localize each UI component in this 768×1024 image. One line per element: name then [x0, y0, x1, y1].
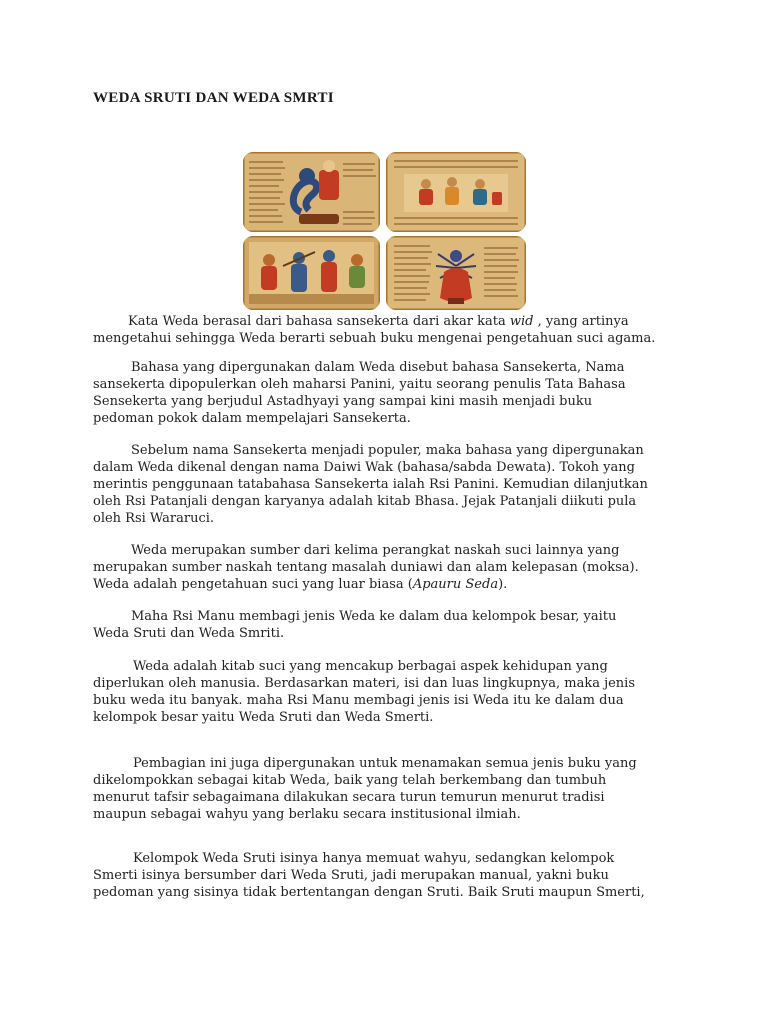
paragraph-line: sansekerta dipopulerkan oleh maharsi Panini, yaitu seorang penulis Tata Bahasa: [93, 377, 626, 392]
paragraph-line: merupakan sumber naskah tentang masalah duniawi dan alam kelepasan (moksa).: [93, 560, 639, 575]
text-run: , yang artinya: [533, 314, 629, 329]
paragraph-4: [93, 542, 683, 593]
paragraph-line: Sebelum nama Sansekerta menjadi populer, maka bahasa yang dipergunakan: [131, 443, 644, 458]
paragraph-line: oleh Rsi Wararuci.: [93, 511, 215, 526]
manuscript-panel-multi-armed-deity: [386, 236, 526, 310]
paragraph-line: pedoman yang sisinya tidak bertentangan dengan Sruti. Baik Sruti maupun Smerti,: [93, 885, 645, 900]
paragraph-line: dikelompokkan sebagai kitab Weda, baik yang telah berkembang dan tumbuh: [93, 773, 607, 788]
paragraph-line: Weda adalah kitab suci yang mencakup berbagai aspek kehidupan yang: [133, 659, 608, 674]
paragraph-line: Weda Sruti dan Weda Smriti.: [93, 626, 285, 641]
paragraph-line: dalam Weda dikenal dengan nama Daiwi Wak (bahasa/sabda Dewata). Tokoh yang: [93, 460, 635, 475]
paragraph-line: Maha Rsi Manu membagi jenis Weda ke dalam dua kelompok besar, yaitu: [131, 609, 617, 624]
text-run: ).: [498, 577, 508, 592]
manuscript-illustration: [243, 152, 526, 310]
paragraph-line: kelompok besar yaitu Weda Sruti dan Weda Smerti.: [93, 710, 434, 725]
paragraph-5: [93, 608, 683, 642]
paragraph-1: [93, 313, 683, 347]
paragraph-line: diperlukan oleh manusia. Berdasarkan materi, isi dan luas lingkupnya, maka jenis: [93, 676, 636, 691]
paragraph-line: merintis penggunaan tatabahasa Sansekerta ialah Rsi Panini. Kemudian dilanjutkan: [93, 477, 648, 492]
paragraph-line: mengetahui sehingga Weda berarti sebuah buku mengenai pengetahuan suci agama.: [93, 331, 656, 346]
text-run: Weda adalah pengetahuan suci yang luar biasa (: [93, 577, 413, 592]
italic-term: Apauru Seda: [412, 577, 499, 592]
manuscript-panel-battle-scene: [243, 236, 380, 310]
paragraph-2: [93, 359, 683, 427]
paragraph-line: Kelompok Weda Sruti isinya hanya memuat wahyu, sedangkan kelompok: [133, 851, 615, 866]
text-run: Kata Weda berasal dari bahasa sansekerta dari akar kata: [128, 314, 510, 329]
paragraph-3: [93, 442, 683, 527]
paragraph-line: pedoman pokok dalam mempelajari Sansekerta.: [93, 411, 411, 426]
paragraph-line: Smerti isinya bersumber dari Weda Sruti, jadi merupakan manual, yakni buku: [93, 868, 609, 883]
paragraph-line: menurut tafsir sebagaimana dilakukan secara turun temurun menurut tradisi: [93, 790, 605, 805]
paragraph-line: oleh Rsi Patanjali dengan karyanya adalah kitab Bhasa. Jejak Patanjali diikuti pula: [93, 494, 637, 509]
manuscript-panel-seated-figures: [386, 152, 526, 232]
paragraph-line: Pembagian ini juga dipergunakan untuk menamakan semua jenis buku yang: [133, 756, 637, 771]
paragraph-line: Bahasa yang dipergunakan dalam Weda disebut bahasa Sansekerta, Nama: [131, 360, 625, 375]
paragraph-7: [93, 755, 683, 823]
italic-term: wid: [509, 314, 534, 329]
paragraph-line: Sensekerta yang berjudul Astadhyayi yang sampai kini masih menjadi buku: [93, 394, 593, 409]
document-title: WEDA SRUTI DAN WEDA SMRTI: [93, 90, 334, 106]
paragraph-line: maupun sebagai wahyu yang berlaku secara institusional ilmiah.: [93, 807, 521, 822]
paragraph-line: [93, 313, 683, 330]
paragraph-line: [93, 576, 683, 593]
paragraph-8: [93, 850, 683, 901]
paragraph-line: Weda merupakan sumber dari kelima perangkat naskah suci lainnya yang: [131, 543, 620, 558]
paragraph-6: [93, 658, 683, 726]
paragraph-line: buku weda itu banyak. maha Rsi Manu membagi jenis isi Weda itu ke dalam dua: [93, 693, 624, 708]
manuscript-panel-serpent-deity: [243, 152, 380, 232]
